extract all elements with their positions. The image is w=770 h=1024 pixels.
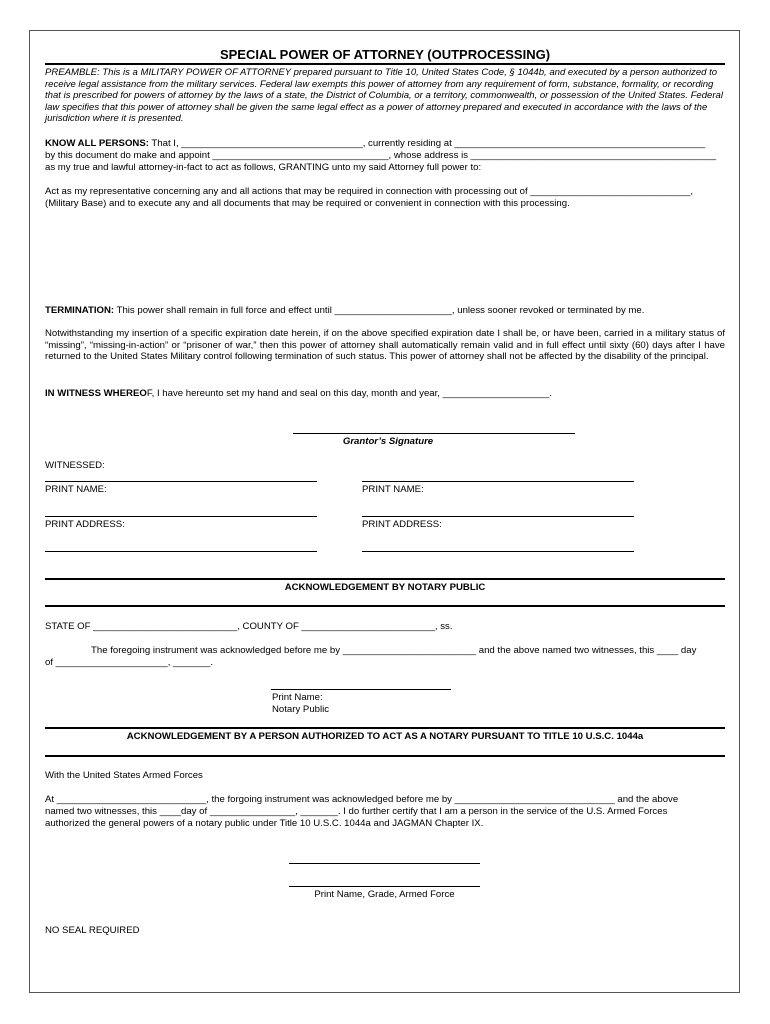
witness-1-name-line bbox=[45, 516, 317, 517]
armed-forces-bottom-rule bbox=[45, 755, 725, 757]
document-title: SPECIAL POWER OF ATTORNEY (OUTPROCESSING) bbox=[219, 47, 551, 62]
witness-2-address-line bbox=[362, 551, 634, 552]
notary-foregoing-line-1: The foregoing instrument was acknowledged before me by _________________________ and the above named two witnesses, this ____ day bbox=[91, 645, 697, 656]
preamble-text: PREAMBLE: This is a MILITARY POWER OF ATTORNEY prepared pursuant to Title 10, United States Code, § 1044b, and executed by a person authorized to receive legal assistance from the military services. Federal law exempts this power of attorney from any requirement of form, substance, formality, or recording that is prescribed for powers of attorney by the laws of a state, the District of Columbia, or a territory, commonwealth, or possession of the United States. Federal law specifies that this power of attorney shall be given the same legal effect as a power of attorney prepared and executed in accordance with the laws of the jurisdiction where it is presented. bbox=[45, 67, 723, 125]
know-all-line-1 bbox=[45, 138, 705, 150]
state-county-line: STATE OF ___________________________, COUNTY OF _________________________, ss. bbox=[45, 621, 453, 632]
know-all-text-1: That I, __________________________________, currently residing at _______________________________________________ bbox=[148, 138, 706, 149]
armed-forces-signature-line bbox=[289, 863, 480, 864]
notary-signature-line bbox=[271, 689, 451, 690]
witness-clause-label: IN WITNESS WHEREO bbox=[45, 388, 147, 399]
armed-forces-line-3: authorized the general powers of a notary public under Title 10 U.S.C. 1044a and JAGMAN Chapter IX. bbox=[45, 818, 484, 829]
armed-forces-line-2: named two witnesses, this ____day of ________________, _______. I do further certify that I am a person in the service of the U.S. Armed Forces bbox=[45, 806, 668, 817]
armed-forces-name-line bbox=[289, 886, 480, 887]
notwithstanding-paragraph: Notwithstanding my insertion of a specific expiration date herein, if on the above specified expiration date I shall be, or have been, carried in a military status of “missing”, “missing-in-action” or “prisoner of war,” then this power of attorney shall automatically remain valid and in full effect until sixty (60) days after I have returned to the United States Military control following termination of such status. This power of attorney shall not be affected by the disability of the principal. bbox=[45, 328, 725, 363]
act-as-line-1: Act as my representative concerning any and all actions that may be required in connection with processing out of ______________________________, bbox=[45, 186, 694, 197]
know-all-label: KNOW ALL PERSONS: bbox=[45, 138, 149, 149]
witness-clause bbox=[45, 388, 552, 400]
notary-foregoing-line-2: of _____________________, _______. bbox=[45, 657, 214, 668]
grantor-signature-line bbox=[293, 433, 575, 434]
notary-public-label: Notary Public bbox=[272, 704, 330, 715]
witness-2-print-name: PRINT NAME: bbox=[362, 484, 424, 495]
notary-top-rule bbox=[45, 578, 725, 580]
witness-2-signature-line bbox=[362, 481, 634, 482]
armed-forces-heading: ACKNOWLEDGEMENT BY A PERSON AUTHORIZED TO ACT AS A NOTARY PURSUANT TO TITLE 10 U.S.C. 1044a bbox=[126, 731, 644, 742]
act-as-line-2: (Military Base) and to execute any and all documents that may be required or convenient in connection with this processing. bbox=[45, 198, 570, 209]
termination-line bbox=[45, 305, 644, 317]
notary-print-name: Print Name: bbox=[272, 692, 323, 703]
no-seal-label: NO SEAL REQUIRED bbox=[45, 925, 140, 936]
witness-1-address-line bbox=[45, 551, 317, 552]
know-all-line-3: as my true and lawful attorney-in-fact to act as follows, GRANTING unto my said Attorney full power to: bbox=[45, 162, 482, 173]
notary-heading: ACKNOWLEDGEMENT BY NOTARY PUBLIC bbox=[284, 582, 486, 593]
witness-2-print-address: PRINT ADDRESS: bbox=[362, 519, 442, 530]
termination-text: This power shall remain in full force and effect until ______________________, unless sooner revoked or terminated by me. bbox=[114, 305, 645, 316]
witness-1-signature-line bbox=[45, 481, 317, 482]
termination-label: TERMINATION: bbox=[45, 305, 115, 316]
armed-forces-line-1: At ____________________________, the forgoing instrument was acknowledged before me by ______________________________ and the above bbox=[45, 794, 679, 805]
grantor-signature-caption: Grantor’s Signature bbox=[342, 436, 434, 447]
witness-1-print-address: PRINT ADDRESS: bbox=[45, 519, 125, 530]
witness-2-name-line bbox=[362, 516, 634, 517]
witness-clause-text: F, I have hereunto set my hand and seal on this day, month and year, ____________________. bbox=[146, 388, 553, 399]
armed-forces-top-rule bbox=[45, 727, 725, 729]
witness-1-print-name: PRINT NAME: bbox=[45, 484, 107, 495]
armed-forces-signature-caption: Print Name, Grade, Armed Force bbox=[314, 889, 455, 900]
page-border bbox=[29, 30, 740, 993]
know-all-line-2: by this document do make and appoint _________________________________, whose address is ______________________________________________ bbox=[45, 150, 717, 161]
title-rule bbox=[45, 63, 725, 65]
notary-bottom-rule bbox=[45, 605, 725, 607]
armed-forces-intro: With the United States Armed Forces bbox=[45, 770, 203, 781]
witnessed-label: WITNESSED: bbox=[45, 460, 105, 471]
